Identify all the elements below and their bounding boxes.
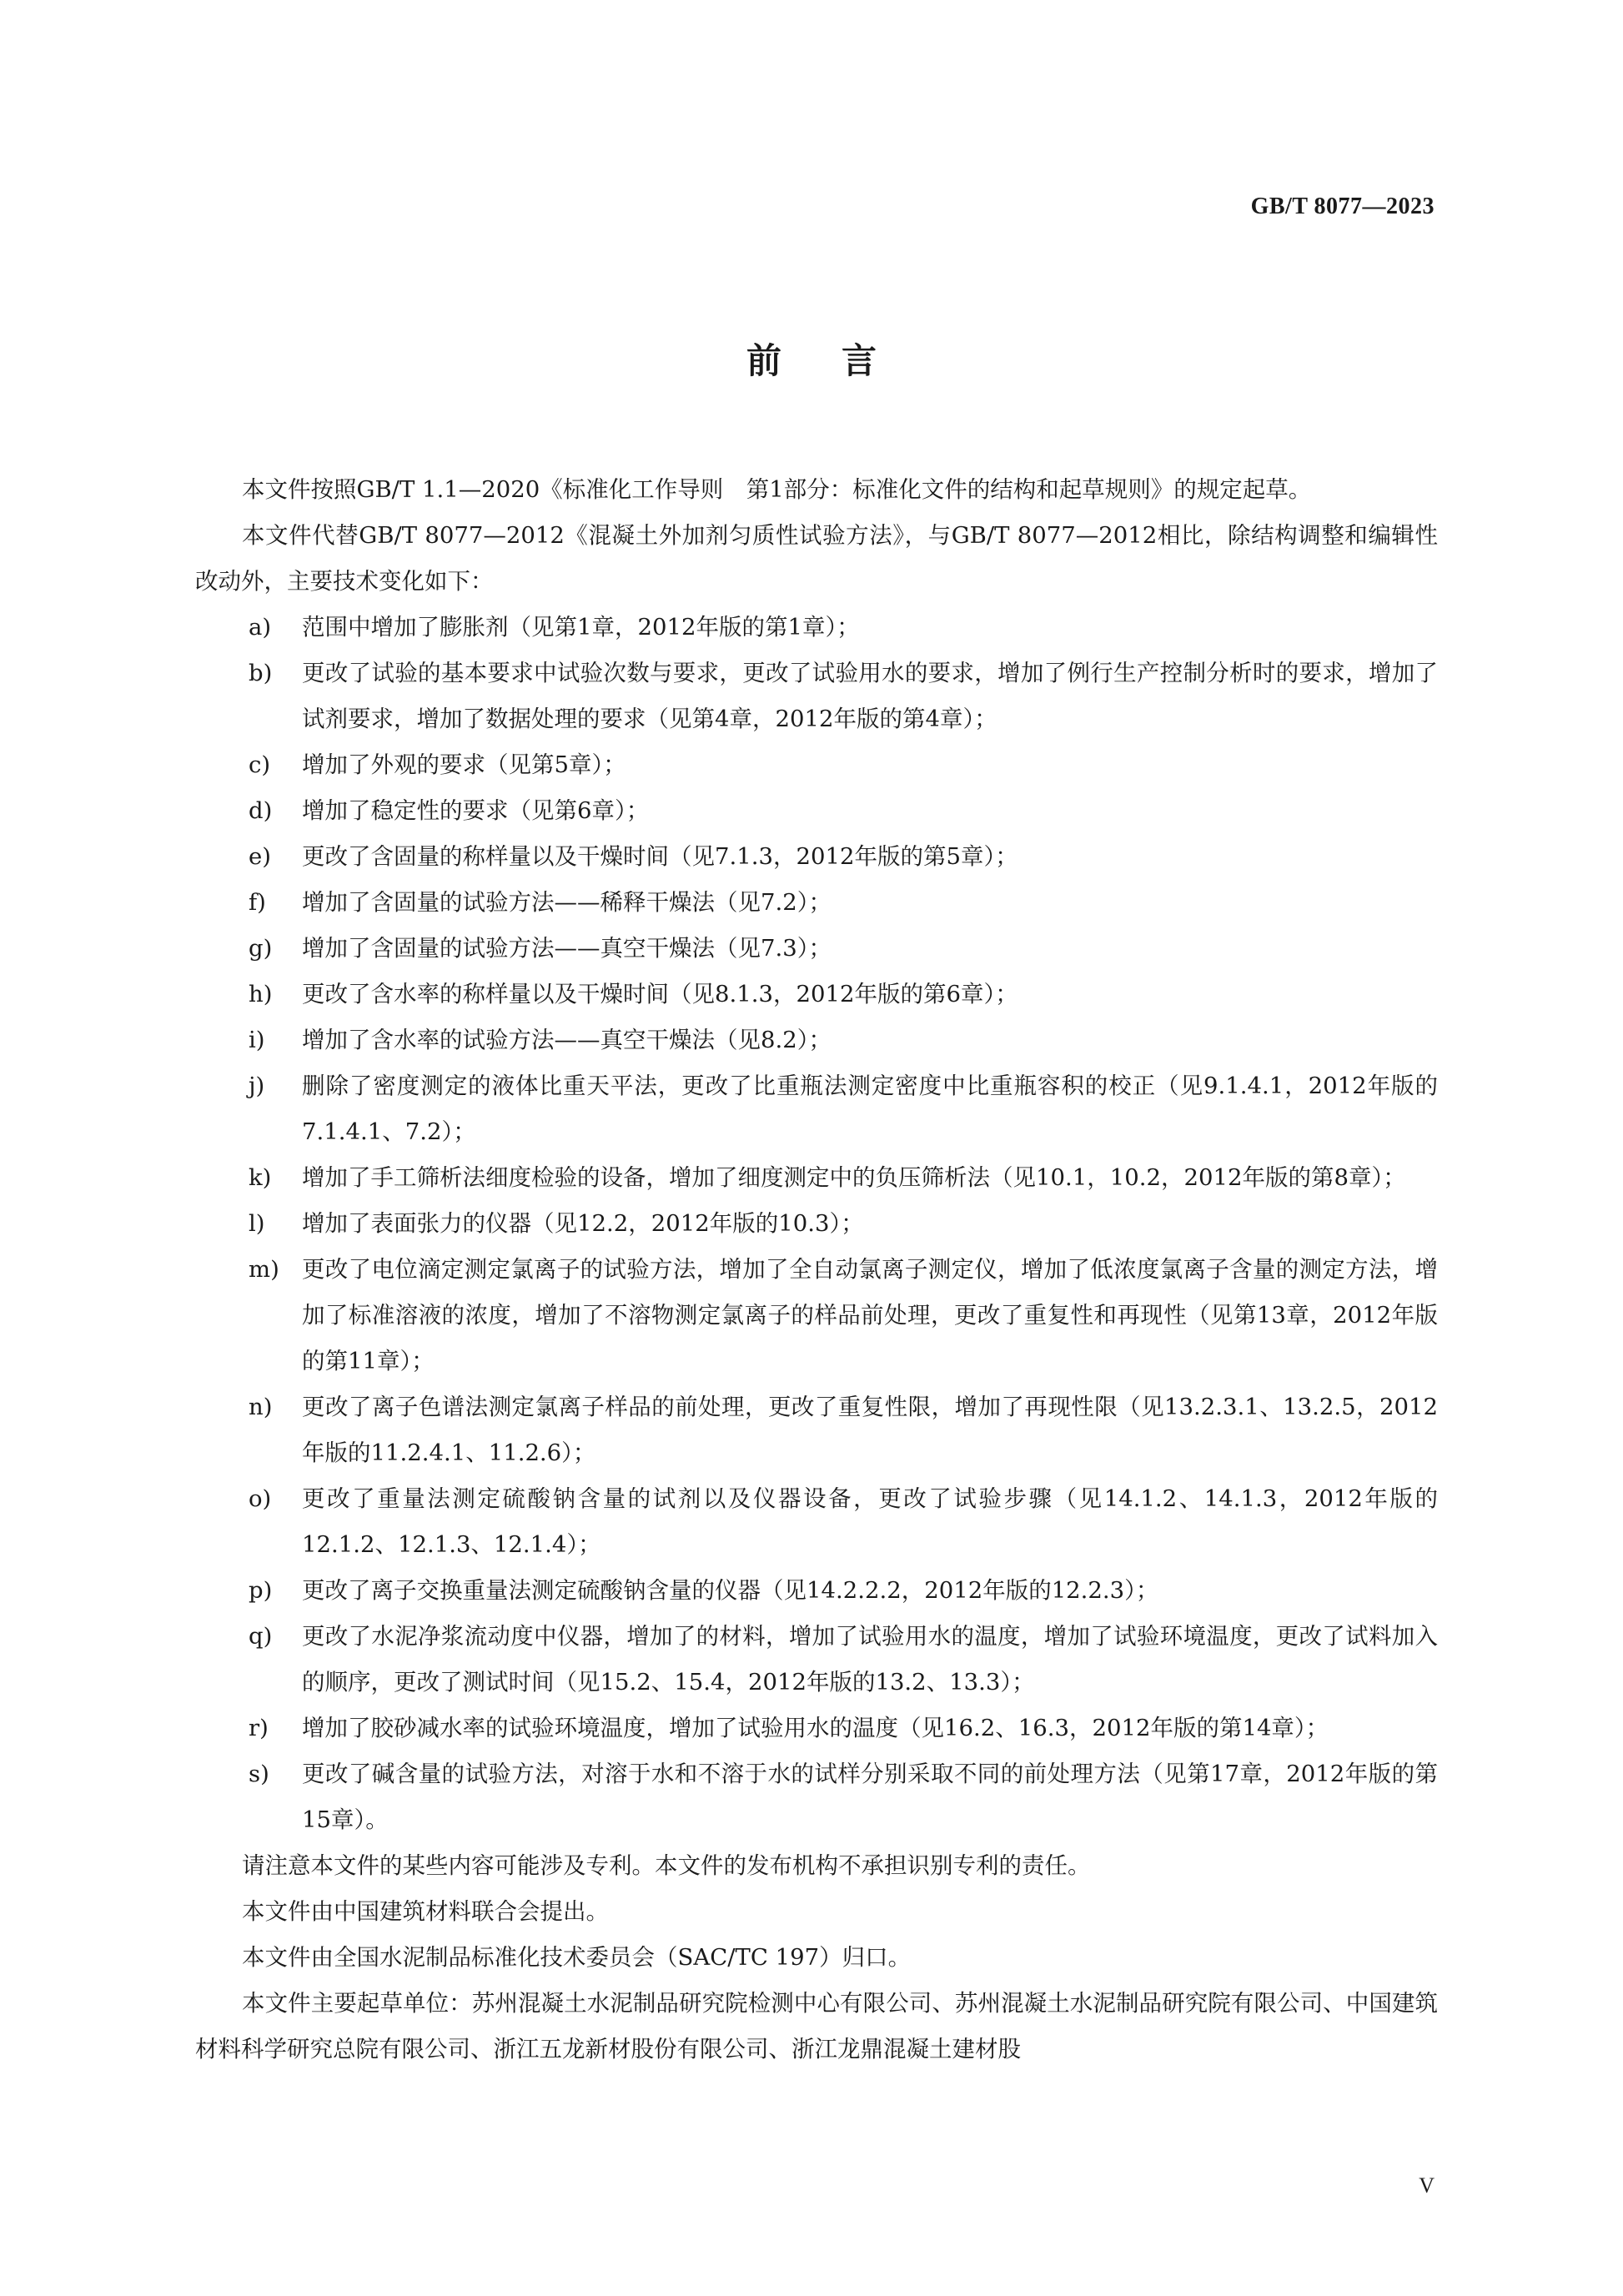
change-item-label: f) xyxy=(249,889,266,916)
change-item-label: n) xyxy=(249,1394,273,1420)
closing-paragraph: 本文件由全国水泥制品标准化技术委员会（SAC/TC 197）归口。 xyxy=(242,1944,912,1971)
change-item-text: 增加了含固量的试验方法——稀释干燥法（见7.2）； xyxy=(302,889,832,916)
change-item xyxy=(195,1063,1438,1155)
change-item-text: 增加了含固量的试验方法——真空干燥法（见7.3）； xyxy=(302,935,832,962)
change-item-text: 范围中增加了膨胀剂（见第1章，2012年版的第1章）； xyxy=(302,614,860,641)
change-item-text: 增加了胶砂减水率的试验环境温度，增加了试验用水的温度（见16.2、16.3，2012年版的第14章）； xyxy=(302,1715,1329,1741)
change-item-text: 更改了电位滴定测定氯离子的试验方法，增加了全自动氯离子测定仪，增加了低浓度氯离子含量的测定方法，增加了标准溶液的浓度，增加了不溶物测定氯离子的样品前处理，更改了重复性和再现性（见第13章，2012年版的第11章）； xyxy=(302,1256,1438,1374)
page-number: V xyxy=(1419,2173,1435,2198)
change-item xyxy=(195,1751,1438,1843)
change-item-label: a) xyxy=(249,614,272,641)
change-item-label: d) xyxy=(249,797,273,824)
change-item-label: k) xyxy=(249,1164,272,1191)
change-item-text: 增加了表面张力的仪器（见12.2，2012年版的10.3）； xyxy=(302,1210,864,1237)
change-item xyxy=(195,788,1438,834)
change-item xyxy=(195,1201,1438,1247)
change-item-label: h) xyxy=(249,981,273,1007)
closing-paragraph: 请注意本文件的某些内容可能涉及专利。本文件的发布机构不承担识别专利的责任。 xyxy=(242,1852,1091,1879)
change-item xyxy=(195,1568,1438,1614)
change-item-label: b) xyxy=(249,660,273,686)
change-item xyxy=(195,834,1438,880)
change-item-label: e) xyxy=(249,843,272,870)
change-item-text: 增加了含水率的试验方法——真空干燥法（见8.2）； xyxy=(302,1027,832,1053)
change-item-text: 增加了稳定性的要求（见第6章）； xyxy=(302,797,650,824)
intro-paragraph: 本文件按照GB/T 1.1—2020《标准化工作导则 第1部分：标准化文件的结构和起草规则》的规定起草。 xyxy=(242,476,1312,503)
change-item-text: 更改了离子交换重量法测定硫酸钠含量的仪器（见14.2.2.2，2012年版的12.2.3）； xyxy=(302,1577,1159,1604)
change-item xyxy=(195,880,1438,926)
change-item-text: 更改了试验的基本要求中试验次数与要求，更改了试验用水的要求，增加了例行生产控制分析时的要求，增加了试剂要求，增加了数据处理的要求（见第4章，2012年版的第4章）； xyxy=(302,660,1438,732)
change-item-label: q) xyxy=(249,1623,273,1650)
change-item-label: i) xyxy=(249,1027,265,1053)
standard-code-header: GB/T 8077—2023 xyxy=(1250,193,1435,219)
change-item-label: r) xyxy=(249,1715,269,1741)
change-item-label: p) xyxy=(249,1577,273,1604)
change-item-text: 更改了碱含量的试验方法，对溶于水和不溶于水的试样分别采取不同的前处理方法（见第17章，2012年版的第15章）。 xyxy=(302,1761,1438,1833)
closing-paragraph: 本文件主要起草单位：苏州混凝土水泥制品研究院检测中心有限公司、苏州混凝土水泥制品研究院有限公司、中国建筑材料科学研究总院有限公司、浙江五龙新材股份有限公司、浙江龙鼎混凝土建材股 xyxy=(195,1990,1438,2062)
changes-list xyxy=(195,605,1438,1843)
change-item-text: 更改了含固量的称样量以及干燥时间（见7.1.3，2012年版的第5章）； xyxy=(302,843,1018,870)
change-item xyxy=(195,1155,1438,1201)
change-item xyxy=(195,1614,1438,1706)
change-item-label: o) xyxy=(249,1485,272,1512)
change-item-label: c) xyxy=(249,751,271,778)
change-item-text: 增加了外观的要求（见第5章）； xyxy=(302,751,626,778)
change-item-text: 更改了水泥净浆流动度中仪器，增加了的材料，增加了试验用水的温度，增加了试验环境温度，更改了试料加入的顺序，更改了测试时间（见15.2、15.4，2012年版的13.2、13.3）； xyxy=(302,1623,1438,1696)
change-item-text: 增加了手工筛析法细度检验的设备，增加了细度测定中的负压筛析法（见10.1，10.2，2012年版的第8章）； xyxy=(302,1164,1406,1191)
page-title: 前言 xyxy=(746,340,937,381)
change-item xyxy=(195,1017,1438,1063)
change-item-label: m) xyxy=(249,1256,279,1283)
change-item-label: j) xyxy=(249,1073,265,1099)
document-body xyxy=(195,467,1438,2072)
change-item xyxy=(195,605,1438,651)
change-item xyxy=(195,742,1438,788)
change-item xyxy=(195,972,1438,1017)
change-item xyxy=(195,1476,1438,1568)
change-item xyxy=(195,1384,1438,1476)
change-item xyxy=(195,1706,1438,1751)
change-item xyxy=(195,926,1438,972)
closing-paragraph: 本文件由中国建筑材料联合会提出。 xyxy=(242,1898,609,1925)
change-item-label: l) xyxy=(249,1210,265,1237)
change-item-label: s) xyxy=(249,1761,269,1787)
change-item-text: 更改了重量法测定硫酸钠含量的试剂以及仪器设备，更改了试验步骤（见14.1.2、14.1.3，2012年版的12.1.2、12.1.3、12.1.4）； xyxy=(302,1485,1438,1558)
change-item xyxy=(195,651,1438,742)
change-item-text: 更改了含水率的称样量以及干燥时间（见8.1.3，2012年版的第6章）； xyxy=(302,981,1018,1007)
change-item-text: 删除了密度测定的液体比重天平法，更改了比重瓶法测定密度中比重瓶容积的校正（见9.1.4.1，2012年版的7.1.4.1、7.2）； xyxy=(302,1073,1438,1145)
change-item-label: g) xyxy=(249,935,273,962)
intro-paragraph: 本文件代替GB/T 8077—2012《混凝土外加剂匀质性试验方法》，与GB/T 8077—2012相比，除结构调整和编辑性改动外，主要技术变化如下： xyxy=(195,522,1438,595)
change-item-text: 更改了离子色谱法测定氯离子样品的前处理，更改了重复性限，增加了再现性限（见13.2.3.1、13.2.5，2012年版的11.2.4.1、11.2.6）； xyxy=(302,1394,1438,1466)
change-item xyxy=(195,1247,1438,1384)
